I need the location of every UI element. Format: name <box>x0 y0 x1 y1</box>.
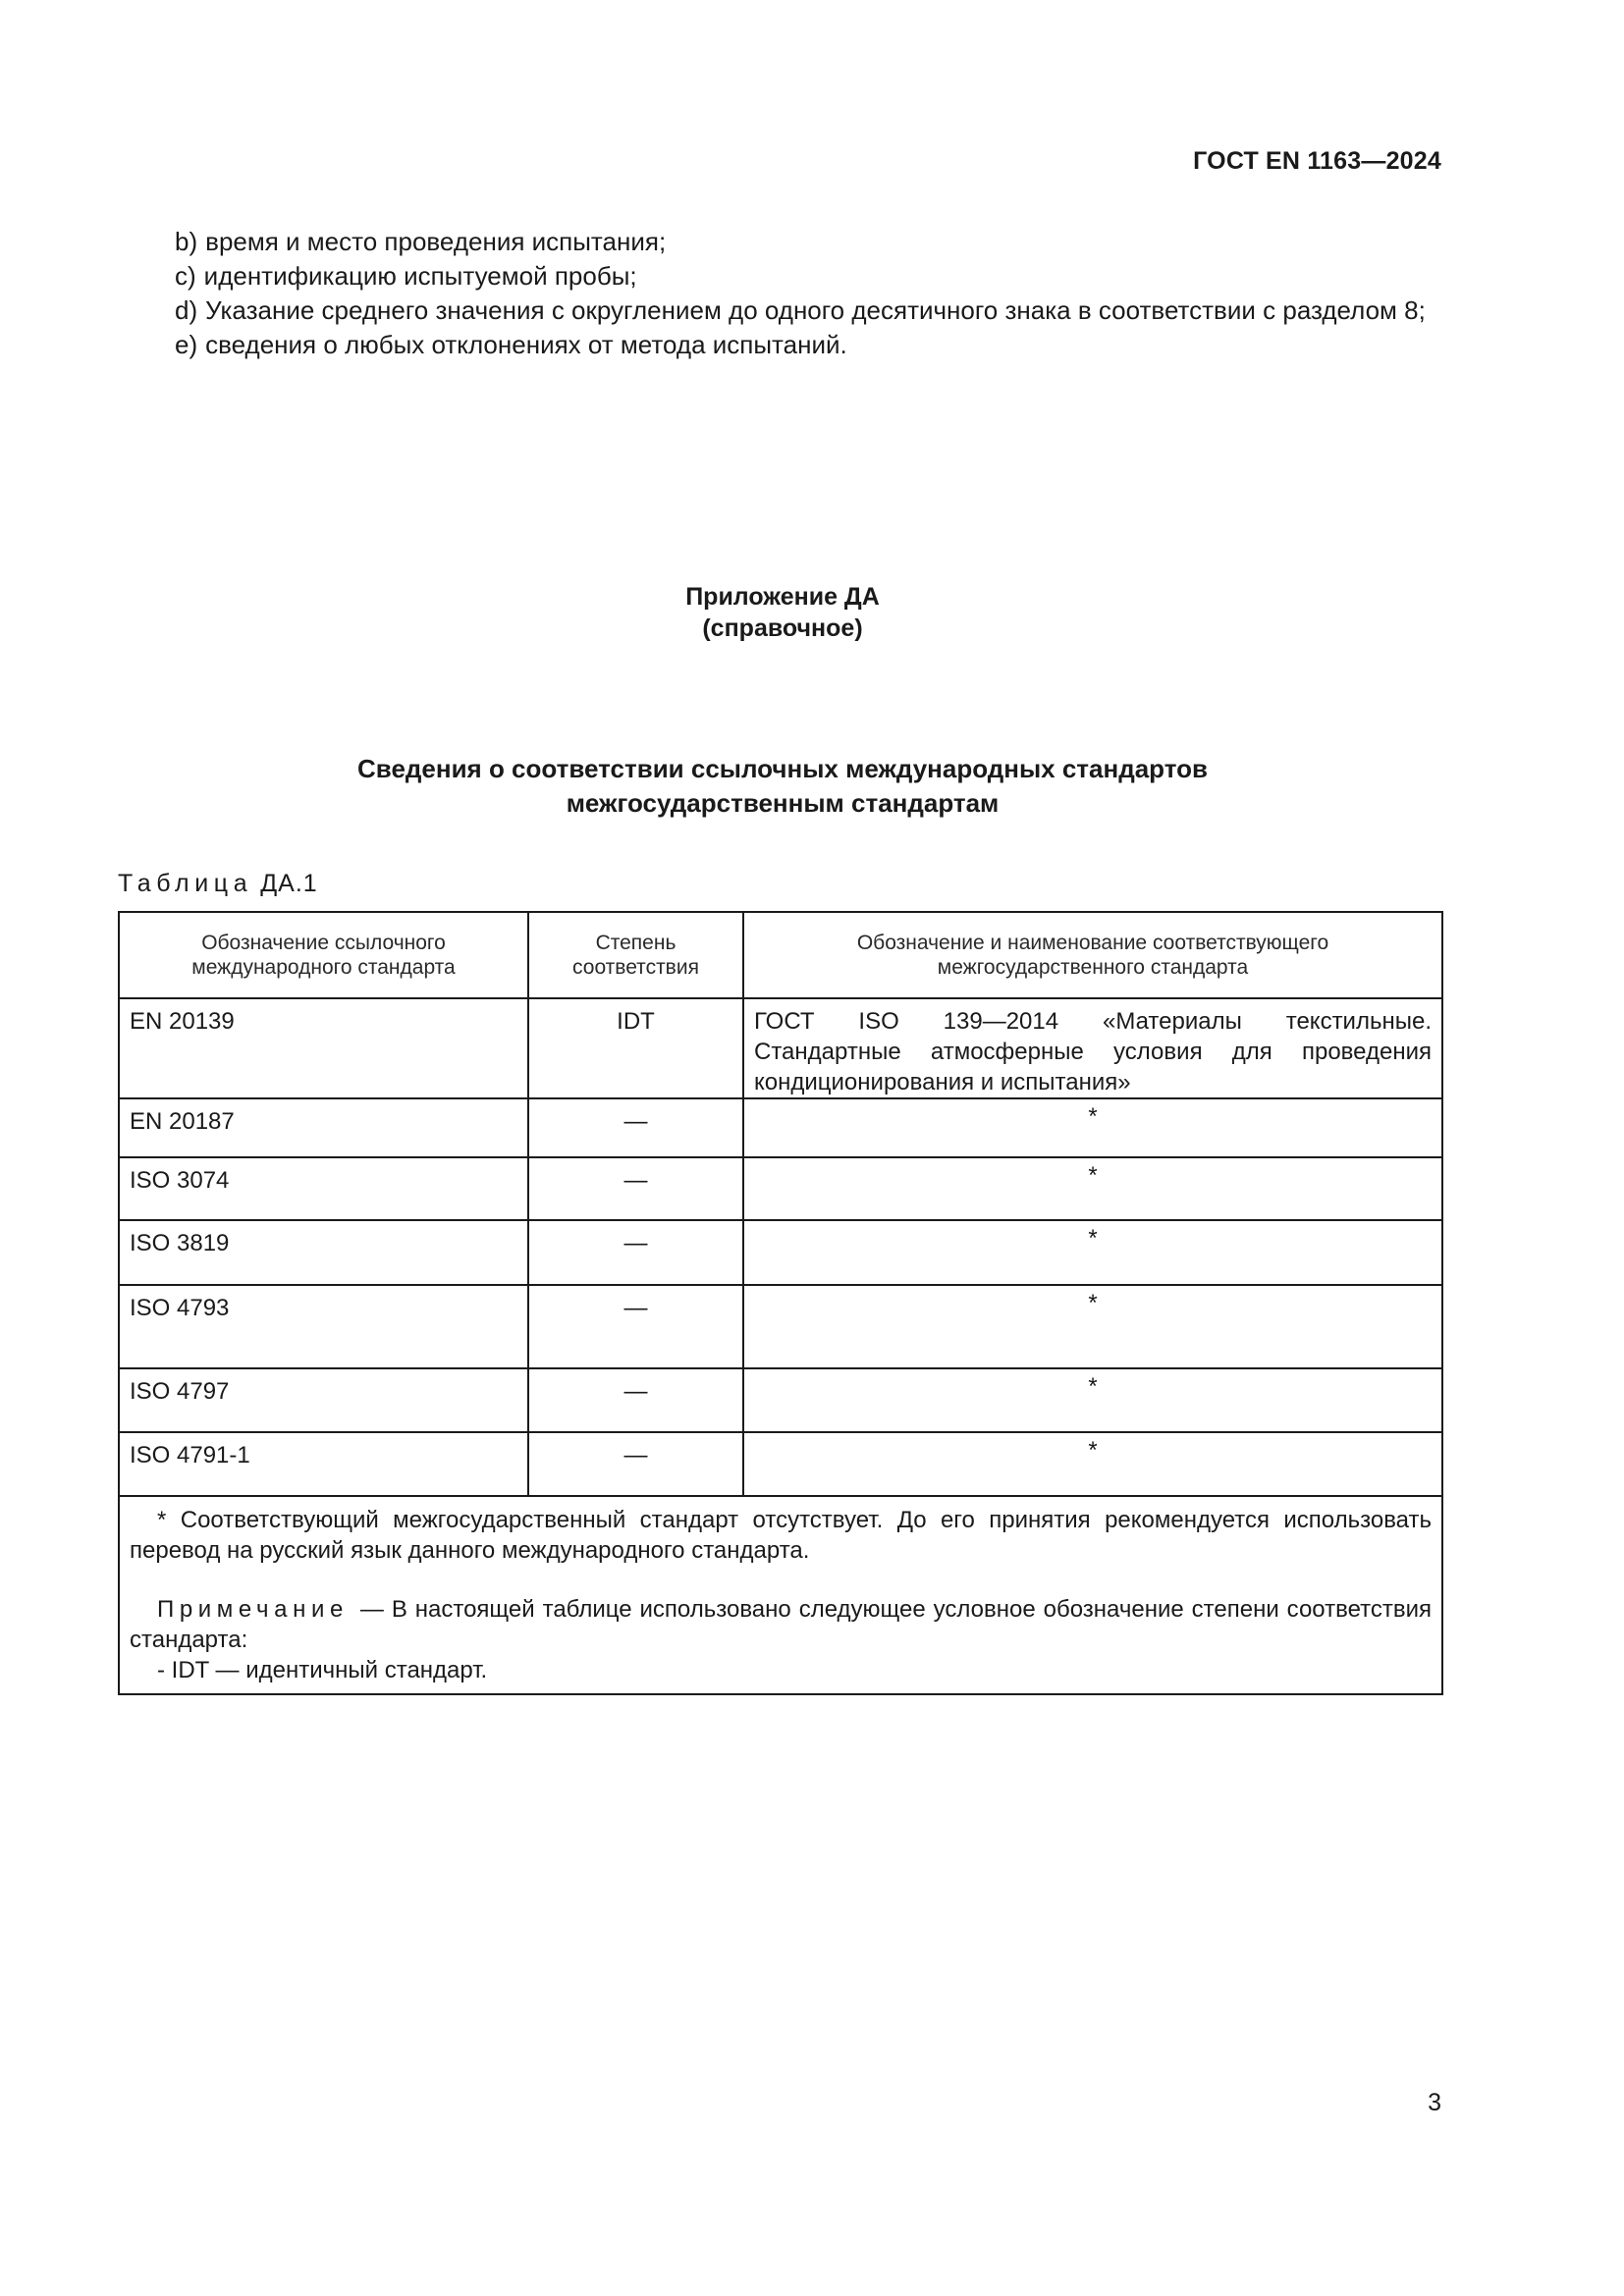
national-standard-cell: * <box>743 1098 1442 1157</box>
table-caption-number: ДА.1 <box>260 870 318 897</box>
table-footnote-row <box>119 1496 1442 1694</box>
table-row <box>119 1368 1442 1432</box>
degree-cell: IDT <box>528 998 743 1098</box>
table-row <box>119 1432 1442 1496</box>
table-caption-word: Таблица <box>118 870 253 897</box>
list-item <box>118 225 1441 259</box>
note-label: Примечание <box>157 1596 349 1623</box>
requirements-list <box>118 225 1441 362</box>
list-marker: e) <box>175 330 198 359</box>
section-title-line-1: Сведения о соответствии ссылочных международных стандартов <box>357 754 1208 783</box>
table-row <box>119 998 1442 1098</box>
list-marker: d) <box>175 295 198 325</box>
table-row <box>119 1220 1442 1285</box>
degree-cell: — <box>528 1285 743 1368</box>
column-header-national: Обозначение и наименование соответствующего межгосударственного стандарта <box>743 912 1442 998</box>
degree-cell: — <box>528 1157 743 1220</box>
reference-standard-cell: ISO 4793 <box>119 1285 528 1368</box>
national-standard-cell: * <box>743 1157 1442 1220</box>
table-footnote: * Соответствующий межгосударственный стандарт отсутствует. До его принятия рекомендуется использовать перевод на русский язык данного международного стандарта. <box>130 1507 1432 1564</box>
list-item-text: время и место проведения испытания; <box>205 227 667 256</box>
column-header-reference: Обозначение ссылочного международного стандарта <box>119 912 528 998</box>
list-item <box>118 294 1441 328</box>
reference-standard-cell: ISO 3819 <box>119 1220 528 1285</box>
degree-cell: — <box>528 1368 743 1432</box>
national-standard-cell: * <box>743 1368 1442 1432</box>
note-list-item: - IDT — идентичный стандарт. <box>157 1657 488 1683</box>
reference-standard-cell: EN 20139 <box>119 998 528 1098</box>
table-row <box>119 1098 1442 1157</box>
annex-heading <box>0 581 1565 644</box>
list-item <box>118 259 1441 294</box>
list-item-text: Указание среднего значения с округлением до одного десятичного знака в соответствии с разделом 8; <box>205 295 1426 325</box>
reference-standard-cell: ISO 3074 <box>119 1157 528 1220</box>
list-item-text: сведения о любых отклонениях от метода испытаний. <box>205 330 847 359</box>
table-header-row <box>119 912 1442 998</box>
reference-standard-cell: ISO 4797 <box>119 1368 528 1432</box>
table-row <box>119 1285 1442 1368</box>
national-standard-cell: ГОСТ ISO 139—2014 «Материалы текстильные. Стандартные атмосферные условия для проведения кондиционирования и испытания» <box>743 998 1442 1098</box>
annex-title: Приложение ДА <box>685 583 880 611</box>
list-marker: b) <box>175 227 198 256</box>
note-text: — В настоящей таблице использовано следующее условное обозначение степени соответствия стандарта: <box>130 1596 1433 1653</box>
annex-status: (справочное) <box>702 614 863 642</box>
national-standard-cell: * <box>743 1432 1442 1496</box>
table-note <box>130 1594 1432 1655</box>
reference-standard-cell: EN 20187 <box>119 1098 528 1157</box>
section-title-line-2: межгосударственным стандартам <box>566 788 1000 818</box>
document-code: ГОСТ EN 1163—2024 <box>1193 147 1441 175</box>
table-caption <box>118 870 318 898</box>
section-heading <box>0 752 1565 821</box>
column-header-degree: Степень соответствия <box>528 912 743 998</box>
list-item <box>118 328 1441 362</box>
national-standard-cell: * <box>743 1220 1442 1285</box>
degree-cell: — <box>528 1098 743 1157</box>
degree-cell: — <box>528 1220 743 1285</box>
table-footnote-cell <box>119 1496 1442 1694</box>
list-marker: c) <box>175 261 196 291</box>
national-standard-cell: * <box>743 1285 1442 1368</box>
standards-correspondence-table <box>118 911 1443 1695</box>
reference-standard-cell: ISO 4791-1 <box>119 1432 528 1496</box>
table-row <box>119 1157 1442 1220</box>
degree-cell: — <box>528 1432 743 1496</box>
list-item-text: идентификацию испытуемой пробы; <box>203 261 637 291</box>
page-number: 3 <box>1428 2089 1441 2116</box>
